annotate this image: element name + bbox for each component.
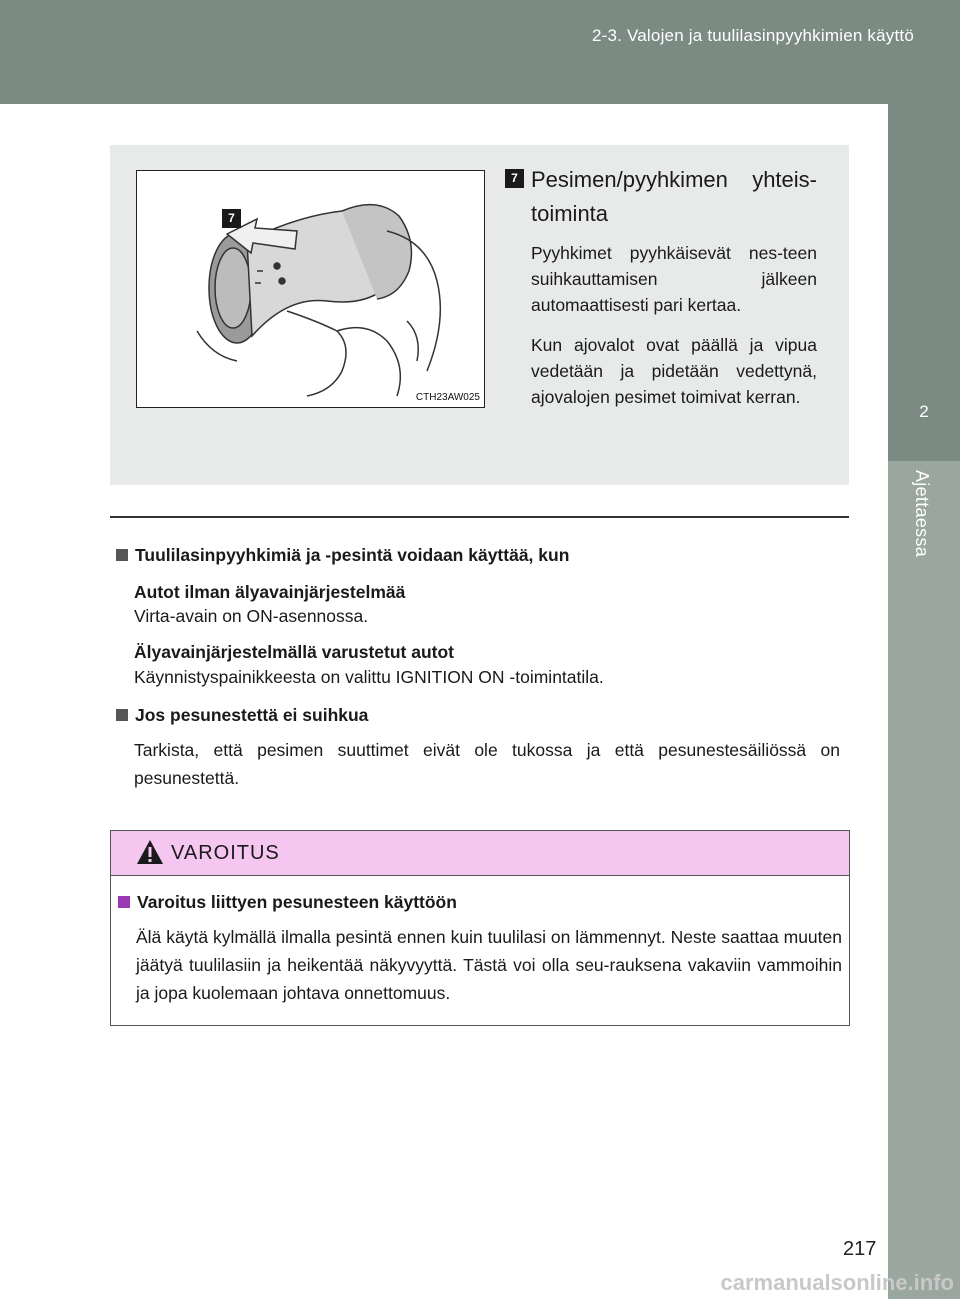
section-heading-2-text: Jos pesunestettä ei suihkua xyxy=(135,705,369,725)
figure-panel xyxy=(110,145,849,485)
figure-callout-badge: 7 xyxy=(222,209,241,228)
warning-heading xyxy=(118,892,457,913)
warning-triangle-icon xyxy=(136,839,164,865)
section-heading-1 xyxy=(116,545,569,566)
section-title: 2-3. Valojen ja tuulilasinpyyhkimien käyttö xyxy=(591,26,914,45)
warning-title: VAROITUS xyxy=(171,842,280,864)
bullet-square-icon xyxy=(118,896,130,908)
wiper-lever-illustration xyxy=(136,170,485,408)
watermark: carmanualsonline.info xyxy=(720,1270,954,1295)
subheading-no-smartkey: Autot ilman älyavainjärjestelmää xyxy=(134,582,406,602)
side-tab-top xyxy=(888,104,960,366)
bullet-square-icon xyxy=(116,709,128,721)
section-heading-1-text: Tuulilasinpyyhkimiä ja -pesintä voidaan käyttää, kun xyxy=(135,545,570,565)
chapter-label: Ajettaessa xyxy=(912,470,932,558)
warning-heading-text: Varoitus liittyen pesunesteen käyttöön xyxy=(137,892,457,912)
warning-text: Älä käytä kylmällä ilmalla pesintä ennen kuin tuulilasi on lämmennyt. Neste saattaa muuten jäätyä tuulilasiin ja heikentää näkyvyyttä. Tästä voi olla seu-rauksena vakaviin vammoihin ja jopa kuolemaan johtava onnettomuus. xyxy=(136,927,842,1003)
subheading-smartkey: Älyavainjärjestelmällä varustetut autot xyxy=(134,642,454,662)
divider xyxy=(110,516,849,518)
page-header xyxy=(0,0,960,104)
side-band xyxy=(888,461,960,1299)
step-paragraph-2: Kun ajovalot ovat päällä ja vipua vedetään ja pidetään vedettynä, ajovalojen pesimet toimivat kerran. xyxy=(531,335,817,407)
section-2-text: Tarkista, että pesimen suuttimet eivät ole tukossa ja että pesunestesäiliössä on pesunestettä. xyxy=(134,740,840,788)
lever-drawing xyxy=(137,171,484,407)
page-number: 217 xyxy=(843,1238,877,1260)
text-no-smartkey: Virta-avain on ON-asennossa. xyxy=(134,606,369,626)
chapter-number: 2 xyxy=(919,402,929,421)
section-heading-2 xyxy=(116,705,368,726)
figure-code: CTH23AW025 xyxy=(415,392,480,403)
warning-box xyxy=(110,830,850,1026)
step-badge: 7 xyxy=(505,169,524,188)
text-smartkey: Käynnistyspainikkeesta on valittu IGNITION ON -toimintatila. xyxy=(134,667,604,687)
step-title: Pesimen/pyyhkimen yhteis-toiminta xyxy=(531,167,817,226)
chapter-tab[interactable] xyxy=(888,366,960,461)
step-paragraph-1: Pyyhkimet pyyhkäisevät nes-teen suihkauttamisen jälkeen automaattisesti pari kertaa. xyxy=(531,243,817,315)
warning-header xyxy=(111,831,849,876)
bullet-square-icon xyxy=(116,549,128,561)
